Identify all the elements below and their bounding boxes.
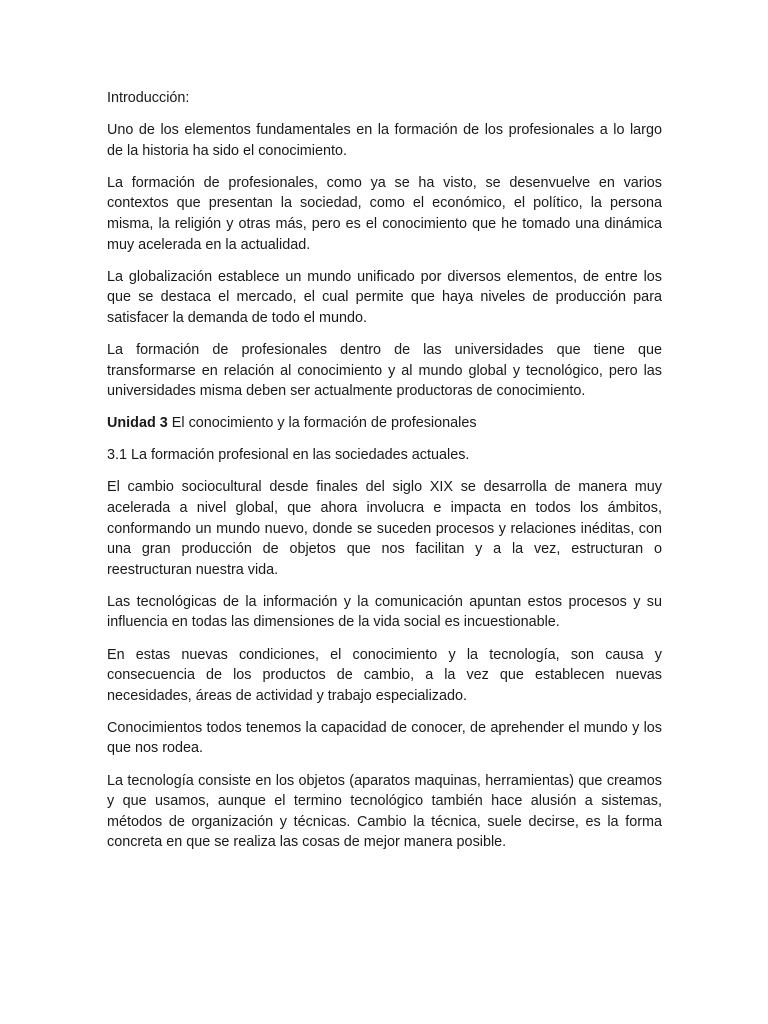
- paragraph-4: La formación de profesionales dentro de las universidades que tiene que transformarse en relación al conocimiento y al mundo global y tecnológico, pero las universidades misma deben ser actualmente productoras de conocimiento.: [107, 341, 662, 400]
- document-page: [107, 88, 662, 864]
- paragraph-3: La globalización establece un mundo unificado por diversos elementos, de entre los que se destaca el mercado, el cual permite que haya niveles de producción para satisfacer la demanda de todo el mundo.: [107, 268, 662, 326]
- unit-title: El conocimiento y la formación de profesionales: [167, 415, 477, 432]
- unit-heading: [107, 413, 662, 434]
- section-heading: 3.1 La formación profesional en las sociedades actuales.: [107, 447, 470, 464]
- paragraph-2: La formación de profesionales, como ya se ha visto, se desenvuelve en varios contextos que presentan la sociedad, como el económico, el político, la persona misma, la religión y otras más, pero es el conocimiento que he tomado una dinámica muy acelerada en la actualidad.: [107, 174, 662, 253]
- intro-heading: Introducción:: [107, 90, 190, 106]
- paragraph-6: Las tecnológicas de la información y la comunicación apuntan estos procesos y su influencia en todas las dimensiones de la vida social es incuestionable.: [107, 593, 662, 631]
- unit-label: Unidad 3: [107, 415, 168, 432]
- paragraph-8: Conocimientos todos tenemos la capacidad de conocer, de aprehender el mundo y los que nos rodea.: [107, 719, 662, 757]
- paragraph-1: Uno de los elementos fundamentales en la formación de los profesionales a lo largo de la historia ha sido el conocimiento.: [107, 122, 662, 159]
- paragraph-9: La tecnología consiste en los objetos (aparatos maquinas, herramientas) que creamos y que usamos, aunque el termino tecnológico también hace alusión a sistemas, métodos de organización y técnicas. Cambio la técnica, suele decirse, es la forma concreta en que se realiza las cosas de mejor manera posible.: [107, 772, 662, 851]
- paragraph-7: En estas nuevas condiciones, el conocimiento y la tecnología, son causa y consecuencia de los productos de cambio, a la vez que establecen nuevas necesidades, áreas de actividad y trabajo especializado.: [107, 646, 662, 704]
- paragraph-5: El cambio sociocultural desde finales del siglo XIX se desarrolla de manera muy acelerada a nivel global, que ahora involucra e impacta en todos los ámbitos, conformando un mundo nuevo, donde se suceden procesos y relaciones inéditas, con una gran producción de objetos que nos facilitan y a la vez, estructuran o reestructuran nuestra vida.: [107, 479, 662, 578]
